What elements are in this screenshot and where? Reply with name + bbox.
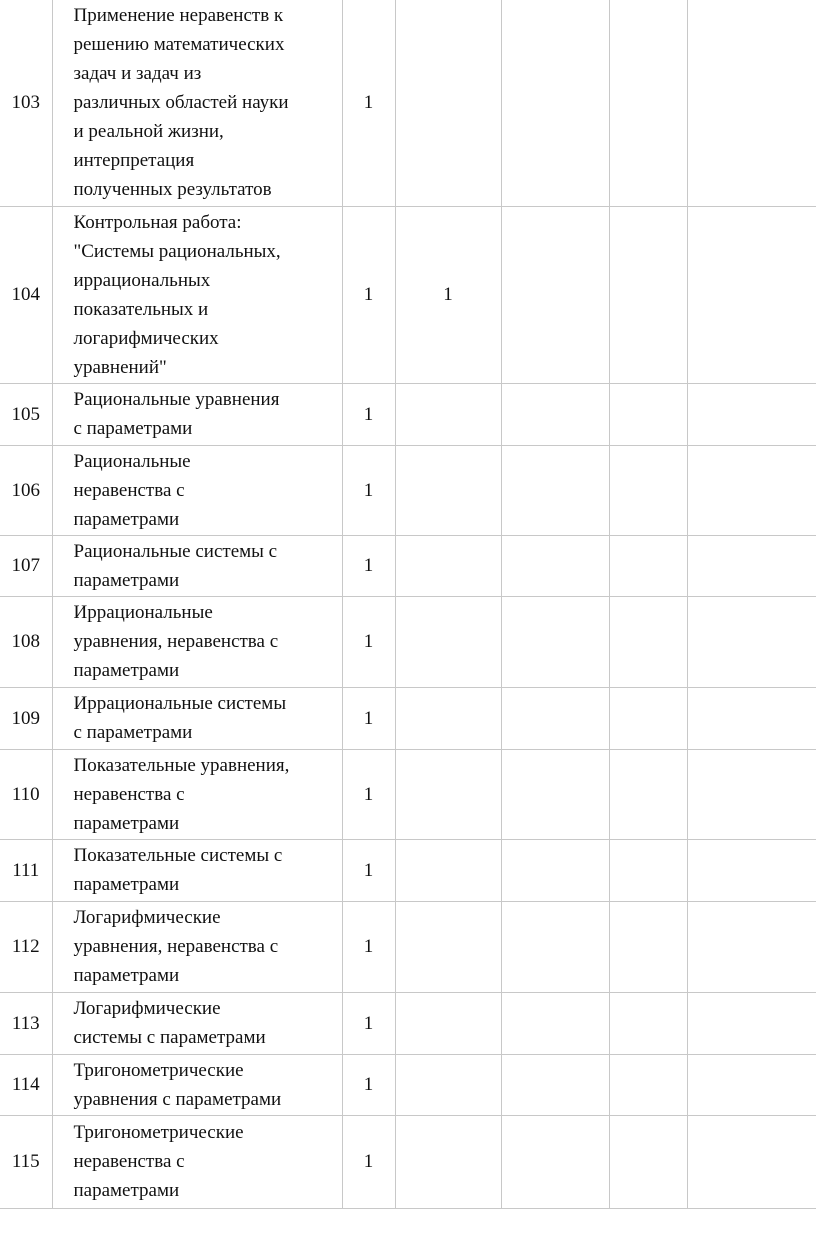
topic-line: Применение неравенств к — [73, 5, 284, 27]
table-row — [0, 687, 816, 749]
table-row — [0, 992, 816, 1054]
lesson-topic — [52, 383, 342, 445]
row-number: 113 — [0, 992, 52, 1054]
lesson-topic — [52, 901, 342, 992]
empty-cell — [609, 383, 687, 445]
table-row — [0, 535, 816, 596]
hours-count: 1 — [342, 535, 395, 596]
lesson-topic — [52, 749, 342, 839]
control-work-count — [395, 687, 501, 749]
topic-line: Рациональные уравнения — [73, 389, 280, 410]
empty-cell — [609, 839, 687, 901]
empty-cell — [501, 596, 609, 687]
empty-cell — [687, 383, 816, 445]
topic-line: Рациональные — [73, 450, 191, 472]
topic-line: различных областей науки — [73, 92, 289, 114]
topic-line: параметрами — [73, 965, 180, 986]
row-number: 115 — [0, 1115, 52, 1208]
topic-line: иррациональных — [73, 269, 211, 291]
control-work-count — [395, 383, 501, 445]
topic-line: параметрами — [73, 874, 180, 895]
topic-line: Логарифмические — [73, 998, 221, 1019]
hours-count: 1 — [342, 1115, 395, 1208]
row-number: 104 — [0, 206, 52, 383]
lesson-topic — [52, 1054, 342, 1115]
table-row — [0, 901, 816, 992]
table-row — [0, 749, 816, 839]
topic-line: и реальной жизни, — [73, 121, 224, 143]
hours-count: 1 — [342, 0, 395, 206]
table-row — [0, 0, 816, 206]
topic-line: уравнения, неравенства с — [73, 936, 279, 957]
empty-cell — [501, 206, 609, 383]
empty-cell — [501, 839, 609, 901]
topic-line: параметрами — [73, 812, 180, 834]
topic-line: Иррациональные системы — [73, 693, 287, 714]
empty-cell — [501, 0, 609, 206]
topic-line: параметрами — [73, 660, 180, 681]
hours-count: 1 — [342, 206, 395, 383]
topic-line: неравенства с — [73, 1151, 185, 1172]
hours-count: 1 — [342, 1054, 395, 1115]
empty-cell — [687, 535, 816, 596]
empty-cell — [687, 992, 816, 1054]
empty-cell — [609, 749, 687, 839]
topic-line: задач и задач из — [73, 63, 202, 85]
lesson-topic — [52, 596, 342, 687]
control-work-count — [395, 839, 501, 901]
empty-cell — [501, 901, 609, 992]
topic-line: уравнения с параметрами — [73, 1088, 282, 1110]
empty-cell — [687, 839, 816, 901]
hours-count: 1 — [342, 901, 395, 992]
topic-line: Контрольная работа: — [73, 211, 242, 233]
empty-cell — [609, 206, 687, 383]
table-row — [0, 1054, 816, 1115]
hours-count: 1 — [342, 596, 395, 687]
empty-cell — [609, 992, 687, 1054]
topic-line: Тригонометрические — [73, 1059, 244, 1081]
topic-line: показательных и — [73, 298, 209, 320]
hours-count: 1 — [342, 992, 395, 1054]
empty-cell — [687, 901, 816, 992]
topic-line: Тригонометрические — [73, 1122, 244, 1143]
topic-line: системы с параметрами — [73, 1027, 266, 1048]
control-work-count — [395, 445, 501, 535]
row-number: 106 — [0, 445, 52, 535]
hours-count: 1 — [342, 839, 395, 901]
empty-cell — [501, 383, 609, 445]
lesson-topic — [52, 1115, 342, 1208]
empty-cell — [609, 1054, 687, 1115]
control-work-count — [395, 1054, 501, 1115]
lesson-topic — [52, 535, 342, 596]
lesson-topic — [52, 0, 342, 206]
topic-line: с параметрами — [73, 418, 193, 439]
topic-line: с параметрами — [73, 722, 193, 743]
topic-line: параметрами — [73, 508, 180, 530]
control-work-count — [395, 535, 501, 596]
empty-cell — [609, 596, 687, 687]
empty-cell — [501, 749, 609, 839]
topic-line: Логарифмические — [73, 907, 221, 928]
topic-line: параметрами — [73, 1180, 180, 1201]
empty-cell — [501, 1115, 609, 1208]
row-number: 105 — [0, 383, 52, 445]
table-row — [0, 206, 816, 383]
table-row — [0, 1115, 816, 1208]
table-row — [0, 445, 816, 535]
empty-cell — [609, 687, 687, 749]
row-number: 103 — [0, 0, 52, 206]
topic-line: полученных результатов — [73, 179, 272, 201]
topic-line: "Системы рациональных, — [73, 240, 281, 262]
empty-cell — [609, 901, 687, 992]
lesson-topic — [52, 206, 342, 383]
empty-cell — [501, 535, 609, 596]
hours-count: 1 — [342, 749, 395, 839]
empty-cell — [687, 445, 816, 535]
lesson-topic — [52, 839, 342, 901]
table-row — [0, 839, 816, 901]
topic-line: уравнений" — [73, 356, 167, 378]
empty-cell — [687, 749, 816, 839]
row-number: 108 — [0, 596, 52, 687]
lesson-topic — [52, 687, 342, 749]
lesson-topic — [52, 445, 342, 535]
empty-cell — [609, 1115, 687, 1208]
table-row — [0, 383, 816, 445]
control-work-count — [395, 1115, 501, 1208]
empty-cell — [687, 687, 816, 749]
topic-line: решению математических — [73, 34, 285, 56]
control-work-count — [395, 0, 501, 206]
topic-line: неравенства с — [73, 479, 185, 501]
row-number: 114 — [0, 1054, 52, 1115]
topic-line: неравенства с — [73, 783, 185, 805]
topic-line: Иррациональные — [73, 602, 213, 623]
empty-cell — [501, 992, 609, 1054]
lesson-topic — [52, 992, 342, 1054]
hours-count: 1 — [342, 687, 395, 749]
topic-line: Рациональные системы с — [73, 540, 278, 562]
topic-line: Показательные уравнения, — [73, 754, 290, 776]
topic-line: параметрами — [73, 569, 180, 591]
control-work-count — [395, 749, 501, 839]
empty-cell — [609, 445, 687, 535]
control-work-count — [395, 596, 501, 687]
control-work-count — [395, 901, 501, 992]
topic-line: уравнения, неравенства с — [73, 631, 279, 652]
empty-cell — [687, 206, 816, 383]
empty-cell — [609, 535, 687, 596]
table-row — [0, 596, 816, 687]
topic-line: Показательные системы с — [73, 845, 283, 866]
row-number: 107 — [0, 535, 52, 596]
empty-cell — [687, 596, 816, 687]
empty-cell — [687, 1054, 816, 1115]
row-number: 110 — [0, 749, 52, 839]
hours-count: 1 — [342, 383, 395, 445]
control-work-count — [395, 992, 501, 1054]
hours-count: 1 — [342, 445, 395, 535]
row-number: 109 — [0, 687, 52, 749]
topic-line: логарифмических — [73, 327, 219, 349]
empty-cell — [609, 0, 687, 206]
topic-line: интерпретация — [73, 150, 195, 172]
control-work-count: 1 — [395, 206, 501, 383]
empty-cell — [501, 1054, 609, 1115]
empty-cell — [687, 1115, 816, 1208]
row-number: 111 — [0, 839, 52, 901]
empty-cell — [501, 445, 609, 535]
empty-cell — [501, 687, 609, 749]
row-number: 112 — [0, 901, 52, 992]
empty-cell — [687, 0, 816, 206]
